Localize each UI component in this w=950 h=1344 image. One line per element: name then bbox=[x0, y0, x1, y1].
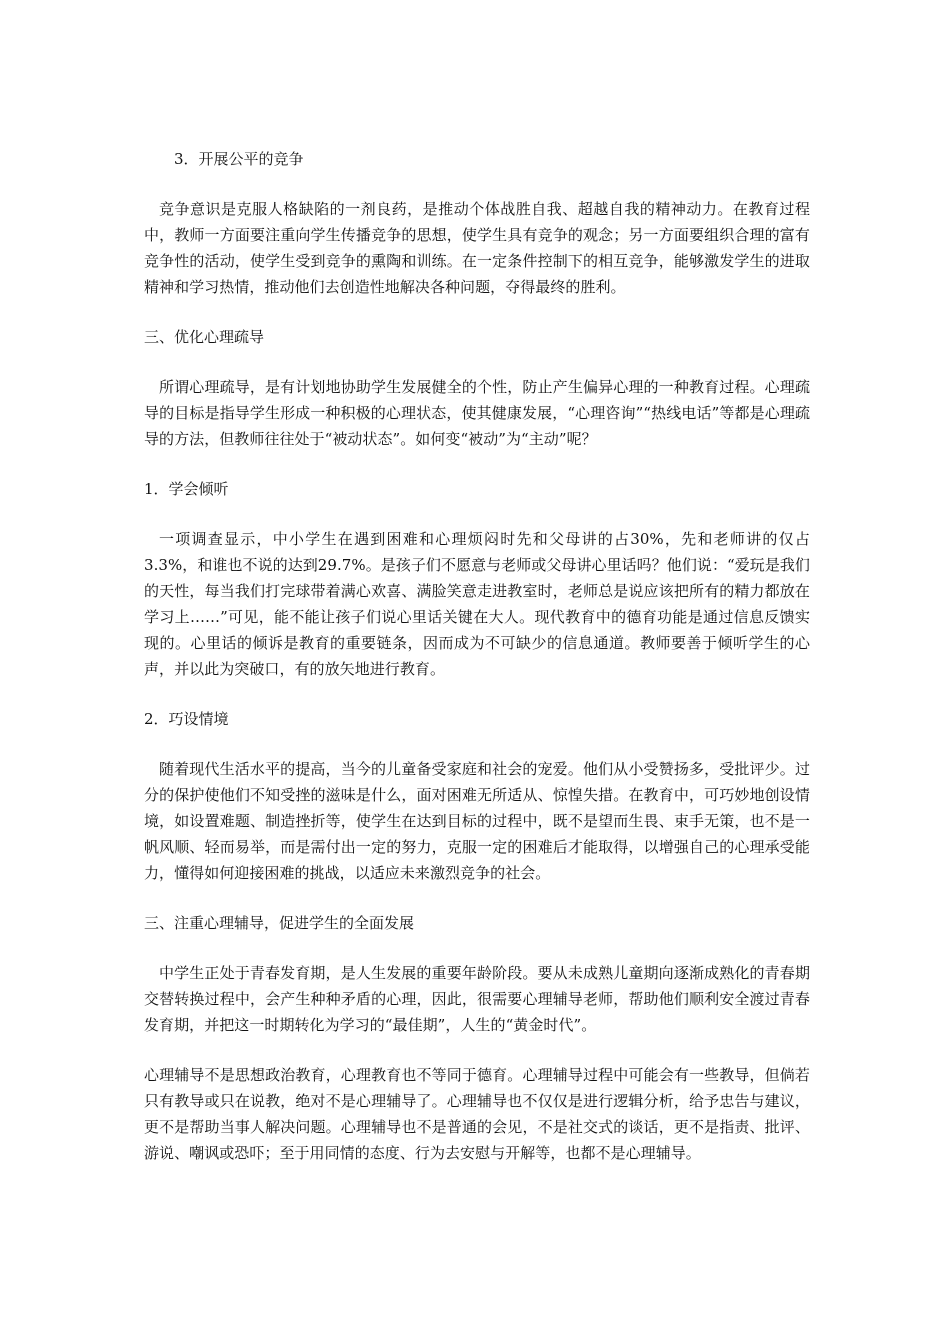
paragraph-competition: 竞争意识是克服人格缺陷的一剂良药，是推动个体战胜自我、超越自我的精神动力。在教育过程中，教师一方面要注重向学生传播竞争的思想，使学生具有竞争的观念；另一方面要组织合理的富有竞争性的活动，使学生受到竞争的熏陶和训练。在一定条件控制下的相互竞争，能够激发学生的进取精神和学习热情，推动他们去创造性地解决各种问题，夺得最终的胜利。 bbox=[144, 200, 810, 296]
section-heading-psychological-guidance: 三、优化心理疏导 bbox=[144, 328, 265, 346]
document-body bbox=[144, 146, 810, 1190]
section-heading-counseling: 三、注重心理辅导，促进学生的全面发展 bbox=[144, 914, 415, 932]
paragraph-counseling-definition: 心理辅导不是思想政治教育，心理教育也不等同于德育。心理辅导过程中可能会有一些教导，但倘若只有教导或只在说教，绝对不是心理辅导了。心理辅导也不仅仅是进行逻辑分析，给予忠告与建议，更不是帮助当事人解决问题。心理辅导也不是普通的会见，不是社交式的谈话，更不是指责、批评、游说、嘲讽或恐吓；至于用同情的态度、行为去安慰与开解等，也都不是心理辅导。 bbox=[144, 1066, 810, 1162]
section-heading-fair-competition: 3．开展公平的竞争 bbox=[174, 150, 304, 168]
paragraph-situations: 随着现代生活水平的提高，当今的儿童备受家庭和社会的宠爱。他们从小受赞扬多，受批评少。过分的保护使他们不知受挫的滋味是什么，面对困难无所适从、惊惶失措。在教育中，可巧妙地创设情境，如设置难题、制造挫折等，使学生在达到目标的过程中，既不是望而生畏、束手无策，也不是一帆风顺、轻而易举，而是需付出一定的努力，克服一定的困难后才能取得，以增强自己的心理承受能力，懂得如何迎接困难的挑战，以适应未来激烈竞争的社会。 bbox=[144, 760, 810, 882]
paragraph-guidance: 所谓心理疏导，是有计划地协助学生发展健全的个性，防止产生偏异心理的一种教育过程。心理疏导的目标是指导学生形成一种积极的心理状态，使其健康发展，“心理咨询”“热线电话”等都是心理疏导的方法，但教师往往处于“被动状态”。如何变“被动”为“主动”呢？ bbox=[144, 378, 810, 448]
section-heading-listening: 1．学会倾听 bbox=[144, 480, 229, 498]
paragraph-listening: 一项调查显示，中小学生在遇到困难和心理烦闷时先和父母讲的占30%，先和老师讲的仅占3.3%，和谁也不说的达到29.7%。是孩子们不愿意与老师或父母讲心里话吗？他们说：“爱玩是我们的天性，每当我们打完球带着满心欢喜、满脸笑意走进教室时，老师总是说应该把所有的精力都放在学习上……”可见，能不能让孩子们说心里话关键在大人。现代教育中的德育功能是通过信息反馈实现的。心里话的倾诉是教育的重要链条，因而成为不可缺少的信息通道。教师要善于倾听学生的心声，并以此为突破口，有的放矢地进行教育。 bbox=[144, 530, 810, 678]
section-heading-situations: 2．巧设情境 bbox=[144, 710, 229, 728]
paragraph-adolescence: 中学生正处于青春发育期，是人生发展的重要年龄阶段。要从未成熟儿童期向逐渐成熟化的青春期交替转换过程中，会产生种种矛盾的心理，因此，很需要心理辅导老师，帮助他们顺利安全渡过青春发育期，并把这一时期转化为学习的“最佳期”，人生的“黄金时代”。 bbox=[144, 964, 810, 1034]
